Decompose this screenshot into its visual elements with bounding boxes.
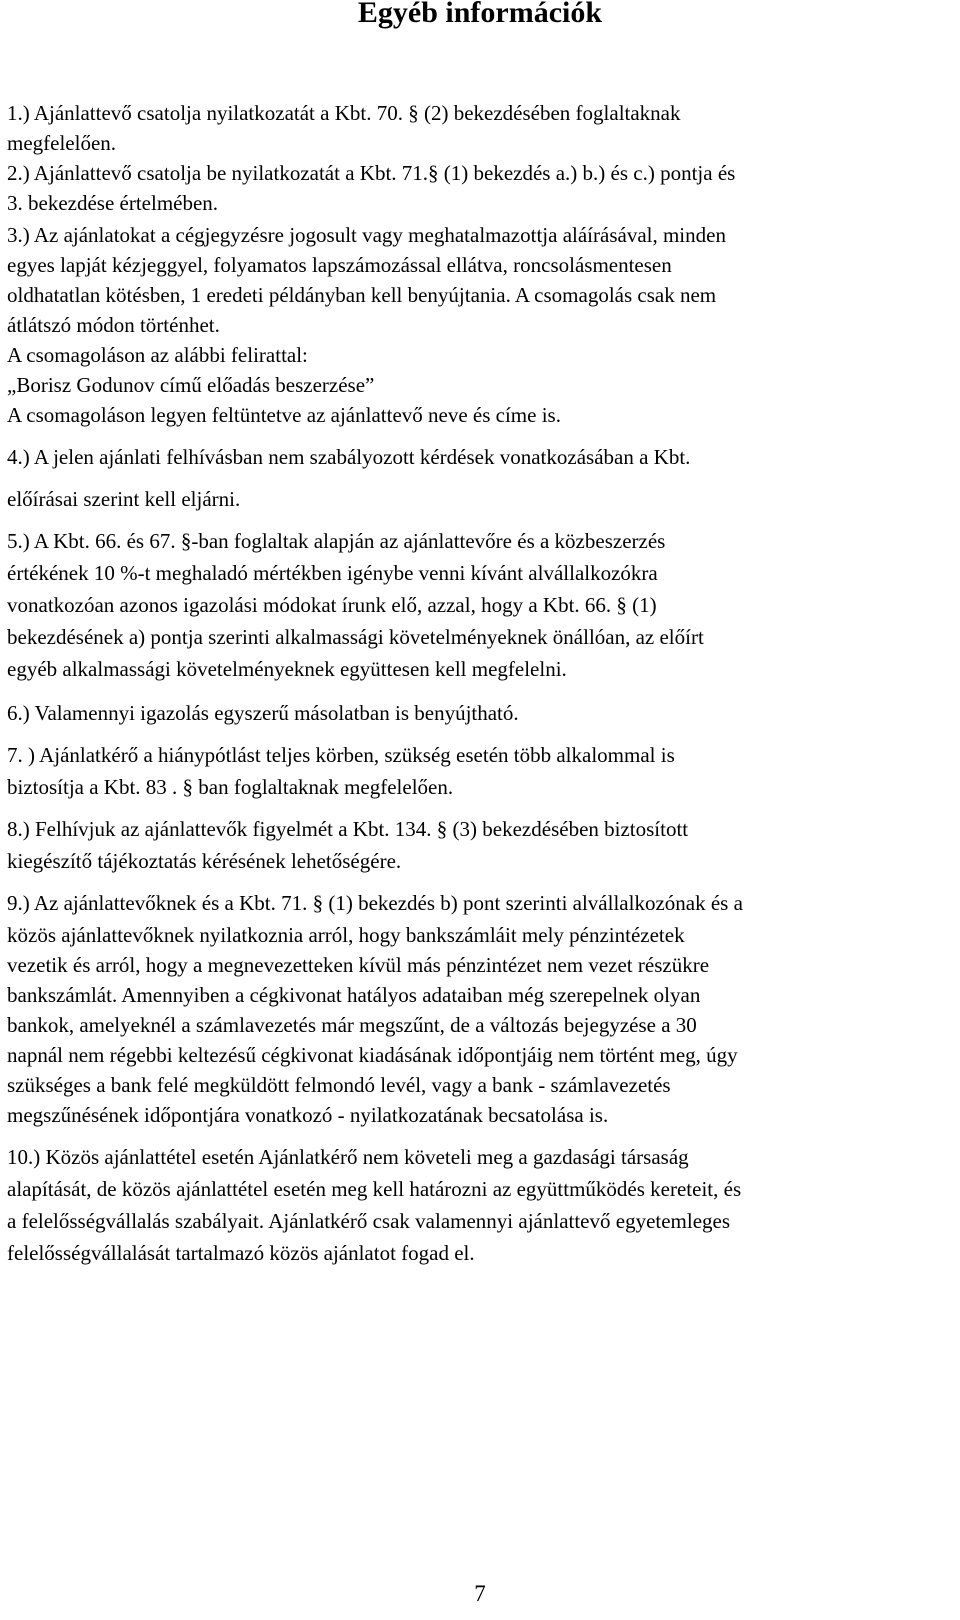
page-number: 7 [474,1581,486,1606]
text-line: 10.) Közös ajánlattétel esetén Ajánlatkérő nem követeli meg a gazdasági társaság [7,1145,689,1169]
text-line: alapítását, de közös ajánlattétel esetén meg kell határozni az együttműködés kereteit, és [7,1177,742,1201]
text-line: közös ajánlattevőknek nyilatkoznia arról, hogy bankszámláit mely pénzintézetek [7,923,685,947]
text-line: 1.) Ajánlattevő csatolja nyilatkozatát a Kbt. 70. § (2) bekezdésében foglaltaknak [7,101,681,125]
text-line: 8.) Felhívjuk az ajánlattevők figyelmét a Kbt. 134. § (3) bekezdésében biztosított [7,817,689,841]
text-line: átlátszó módon történhet. [7,313,220,337]
text-line: 5.) A Kbt. 66. és 67. §-ban foglaltak alapján az ajánlattevőre és a közbeszerzés [7,529,666,553]
text-line: oldhatatlan kötésben, 1 eredeti példányban kell benyújtania. A csomagolás csak nem [7,283,717,307]
text-line: értékének 10 %-t meghaladó mértékben igénybe venni kívánt alvállalkozókra [7,561,658,585]
text-line: 9.) Az ajánlattevőknek és a Kbt. 71. § (1) bekezdés b) pont szerinti alvállalkozónak és a [7,891,743,915]
text-line: megfelelően. [7,131,117,155]
text-line: „Borisz Godunov című előadás beszerzése” [7,373,375,397]
text-line: bankok, amelyeknél a számlavezetés már megszűnt, de a változás bejegyzése a 30 [7,1013,697,1037]
text-line: a felelősségvállalás szabályait. Ajánlatkérő csak valamennyi ajánlattevő egyetemleges [7,1209,731,1233]
text-line: 2.) Ajánlattevő csatolja be nyilatkozatát a Kbt. 71.§ (1) bekezdés a.) b.) és c.) pontja és [7,161,736,185]
text-line: biztosítja a Kbt. 83 . § ban foglaltaknak megfelelően. [7,775,454,799]
text-line: bekezdésének a) pontja szerinti alkalmassági követelményeknek önállóan, az előírt [7,625,704,649]
text-line: felelősségvállalását tartalmazó közös ajánlatot fogad el. [7,1241,475,1265]
text-line: előírásai szerint kell eljárni. [7,487,241,511]
text-line: egyéb alkalmassági követelményeknek együttesen kell megfelelni. [7,657,567,681]
text-line: 3.) Az ajánlatokat a cégjegyzésre jogosult vagy meghatalmazottja aláírásával, minden [7,223,726,247]
text-line: napnál nem régebbi keltezésű cégkivonat kiadásának időpontjáig nem történt meg, úgy [7,1043,738,1067]
text-line: 4.) A jelen ajánlati felhívásban nem szabályozott kérdések vonatkozásában a Kbt. [7,445,691,469]
text-line: szükséges a bank felé megküldött felmondó levél, vagy a bank - számlavezetés [7,1073,671,1097]
text-line: bankszámlát. Amennyiben a cégkivonat hatályos adataiban még szerepelnek olyan [7,983,701,1007]
text-line: 3. bekezdése értelmében. [7,191,219,215]
text-line: egyes lapját kézjeggyel, folyamatos lapszámozással ellátva, roncsolásmentesen [7,253,672,277]
text-line: A csomagoláson az alábbi felirattal: [7,343,308,367]
text-line: vonatkozóan azonos igazolási módokat írunk elő, azzal, hogy a Kbt. 66. § (1) [7,593,657,617]
page-title: Egyéb információk [357,0,603,29]
text-line: vezetik és arról, hogy a megnevezetteken kívül más pénzintézet nem vezet részükre [7,953,710,977]
text-line: 7. ) Ajánlatkérő a hiánypótlást teljes körben, szükség esetén több alkalommal is [7,743,675,767]
text-line: megszűnésének időpontjára vonatkozó - nyilatkozatának becsatolása is. [7,1103,609,1127]
text-line: A csomagoláson legyen feltüntetve az ajánlattevő neve és címe is. [7,403,561,427]
text-line: 6.) Valamennyi igazolás egyszerű másolatban is benyújtható. [7,701,519,725]
text-line: kiegészítő tájékoztatás kérésének lehetőségére. [7,849,402,873]
